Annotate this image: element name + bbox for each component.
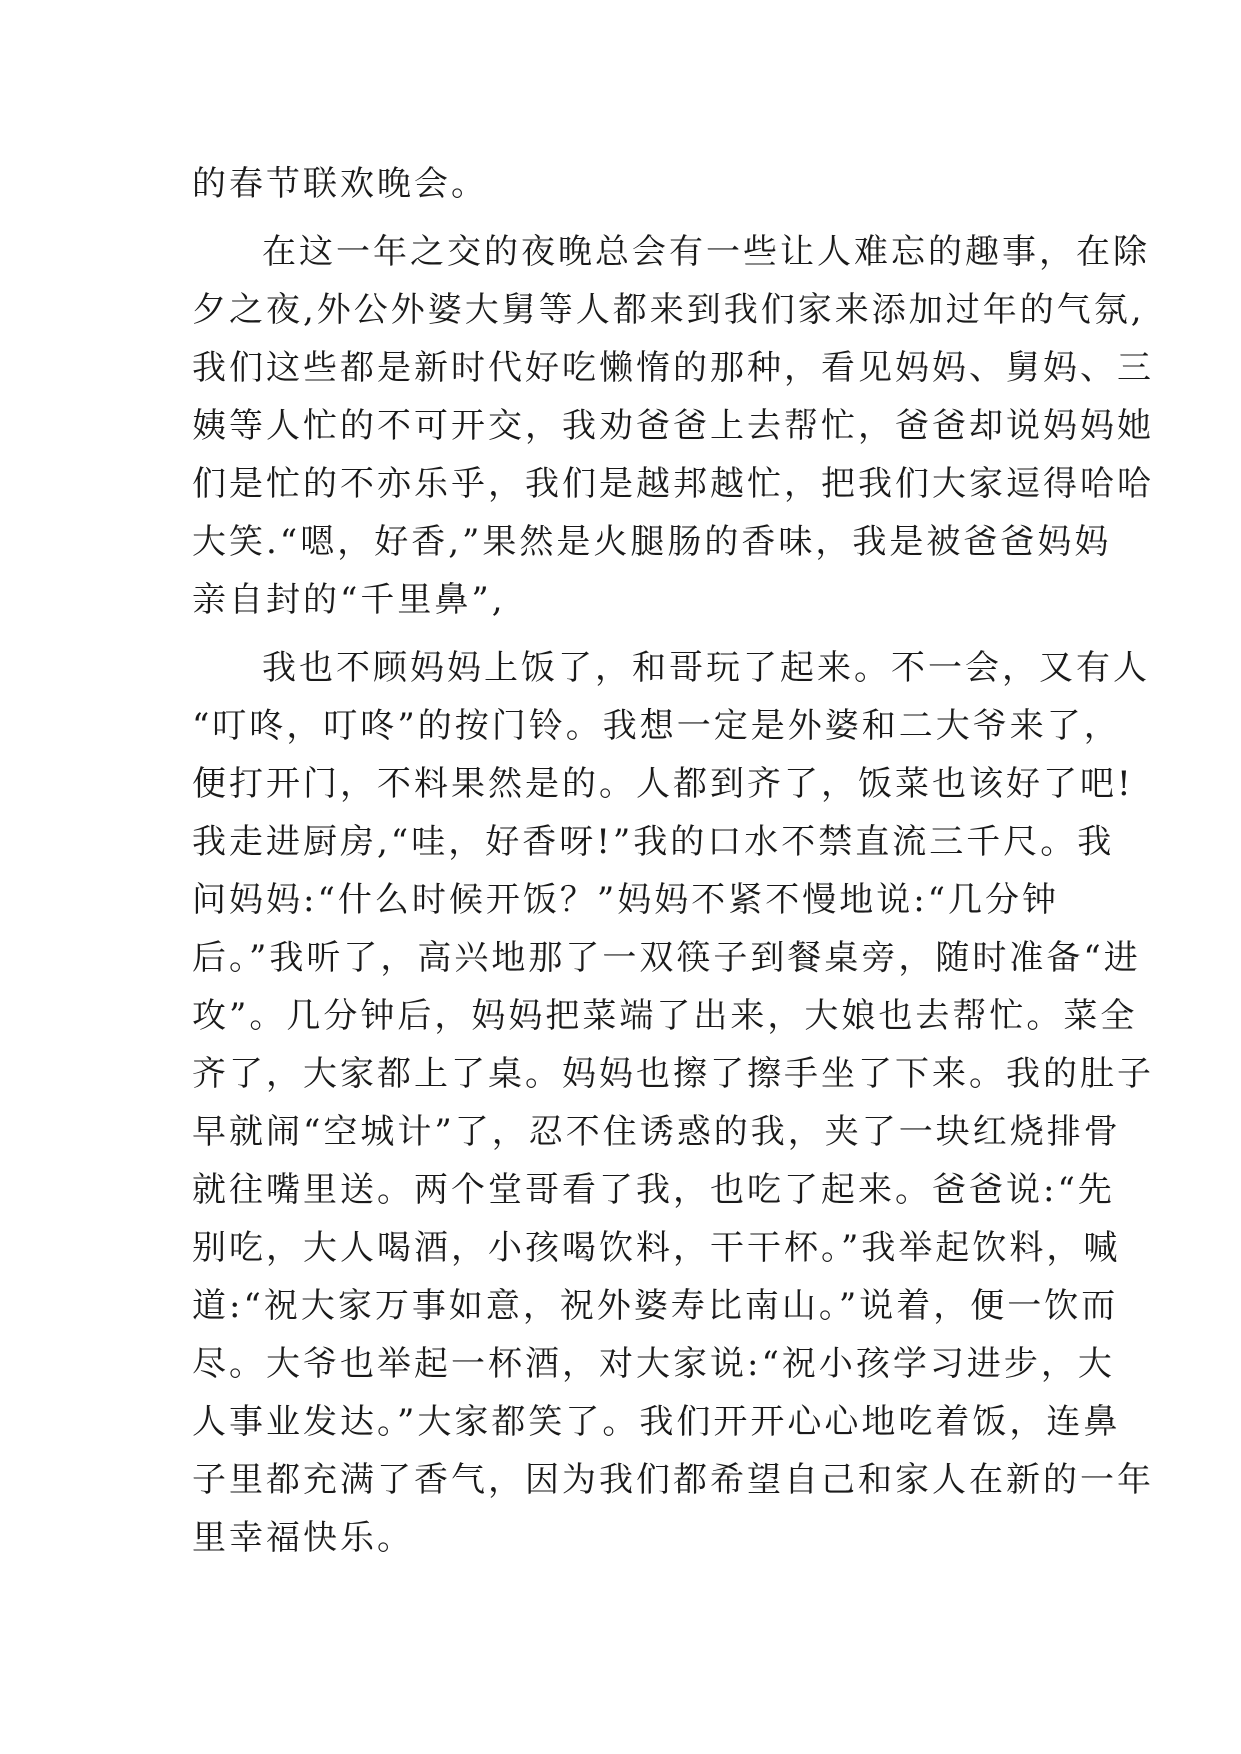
- text-line: 夕之夜,外公外婆大舅等人都来到我们家来添加过年的气氛,: [192, 290, 1145, 330]
- text-line: 我也不顾妈妈上饭了，和哥玩了起来。不一会，又有人: [262, 648, 1150, 688]
- text-line: 攻”。几分钟后，妈妈把菜端了出来，大娘也去帮忙。菜全: [192, 996, 1138, 1036]
- text-line: 尽。大爷也举起一杯酒，对大家说:“祝小孩学习进步，大: [192, 1344, 1115, 1384]
- text-line: 别吃，大人喝酒，小孩喝饮料，干干杯。”我举起饮料，喊: [192, 1228, 1121, 1268]
- text-line: 们是忙的不亦乐乎，我们是越邦越忙，把我们大家逗得哈哈: [192, 464, 1154, 504]
- paragraph-3: [192, 639, 1154, 1625]
- text-line: 便打开门，不料果然是的。人都到齐了，饭菜也该好了吧!: [192, 764, 1134, 804]
- text-line: 大笑.“嗯，好香,”果然是火腿肠的香味，我是被爸爸妈妈: [192, 522, 1112, 562]
- text-line: 我们这些都是新时代好吃懒惰的那种，看见妈妈、舅妈、三: [192, 348, 1154, 388]
- paragraph-2: [192, 223, 1154, 629]
- text-line: 早就闹“空城计”了，忍不住诱惑的我，夹了一块红烧排骨: [192, 1112, 1121, 1152]
- text-line: 问妈妈:“什么时候开饭？”妈妈不紧不慢地说:“几分钟: [192, 880, 1060, 920]
- text-line: 就往嘴里送。两个堂哥看了我，也吃了起来。爸爸说:“先: [192, 1170, 1115, 1210]
- text-line: “叮咚，叮咚”的按门铃。我想一定是外婆和二大爷来了，: [192, 706, 1121, 746]
- text-line: 亲自封的“千里鼻”,: [192, 580, 506, 620]
- paragraph-1: [192, 155, 1092, 213]
- text-line: 道:“祝大家万事如意，祝外婆寿比南山。”说着，便一饮而: [192, 1286, 1119, 1326]
- text-line: 子里都充满了香气，因为我们都希望自己和家人在新的一年: [192, 1460, 1154, 1500]
- text-line: 齐了，大家都上了桌。妈妈也擦了擦手坐了下来。我的肚子: [192, 1054, 1154, 1094]
- text-line: 人事业发达。”大家都笑了。我们开开心心地吃着饭，连鼻: [192, 1402, 1121, 1442]
- text-line: 姨等人忙的不可开交，我劝爸爸上去帮忙，爸爸却说妈妈她: [192, 406, 1154, 446]
- text-line: 里幸福快乐。: [192, 1518, 414, 1558]
- text-line: [192, 1567, 1092, 1625]
- text-line: 在这一年之交的夜晚总会有一些让人难忘的趣事，在除: [262, 232, 1150, 272]
- text-line: 的春节联欢晚会。: [192, 164, 488, 204]
- text-line: 我走进厨房,“哇，好香呀!”我的口水不禁直流三千尺。我: [192, 822, 1115, 862]
- document-body: [192, 155, 1154, 1625]
- text-line: 后。”我听了，高兴地那了一双筷子到餐桌旁，随时准备“进: [192, 938, 1141, 978]
